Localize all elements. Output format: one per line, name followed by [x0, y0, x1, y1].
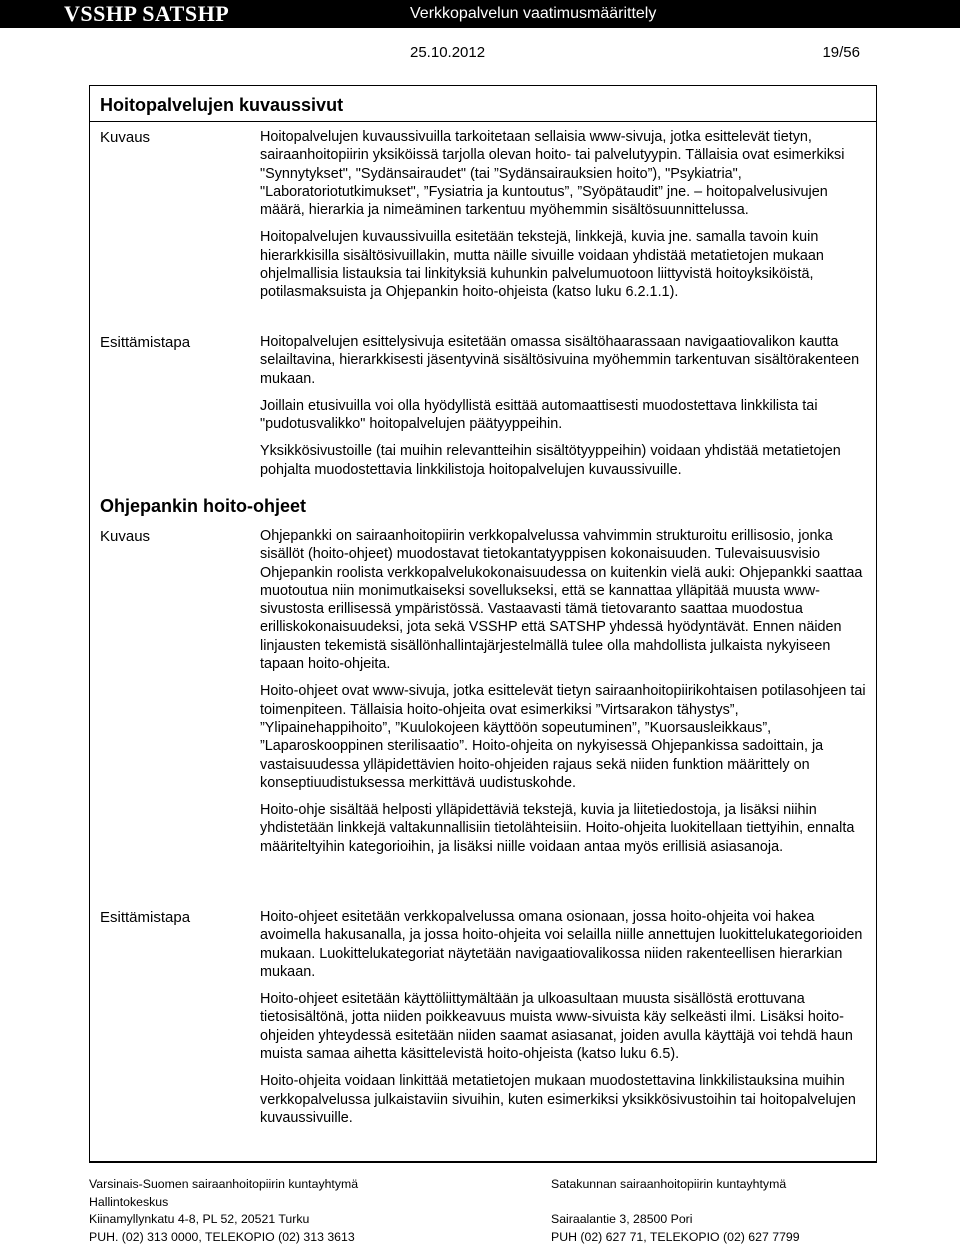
footer-rule — [89, 1162, 877, 1163]
section-heading-ohjepankki: Ohjepankin hoito-ohjeet — [100, 495, 306, 517]
paragraph: Hoitopalvelujen kuvaussivuilla esitetään tekstejä, linkkejä, kuvia jne. samalla tavoin kuin hierarkkisilla sisältösivuillakin, mutta näille sivuille voidaan yhdistää metatietojen mukaan ohjelmallisia listauksia tai linkityksiä kuhunkin palvelumuotoon liittyvistä hoitoyksiköistä, potilasmaksuista ja Ohjepankin hoito-ohjeista (katso luku 6.2.1.1). — [260, 228, 872, 301]
footer-address: Sairaalantie 3, 28500 Pori — [551, 1211, 800, 1229]
paragraph: Yksikkösivustoille (tai muihin relevantteihin sisältötyyppeihin) voidaan yhdistää metatietojen pohjalta muodostettavia linkkilistoja hoitopalvelujen kuvaussivuille. — [260, 442, 872, 479]
section-1-kuvaus — [260, 128, 872, 311]
section-2-esittamistapa — [260, 908, 872, 1136]
document-date: 25.10.2012 — [410, 44, 485, 61]
page-header — [0, 0, 960, 70]
paragraph: Hoito-ohjeet esitetään käyttöliittymältään ja ulkoasultaan muusta sisällöstä erottuvana tietosisältönä, jotta niiden poikkeavuus muista www-sivuista käy selkeästi ilmi. Lisäksi hoito-ohjeiden yhteydessä esitetään niiden saamat asiasanat, joiden avulla käyttäjä voi tehdä haun muista samaa aihetta käsittelevistä hoito-ohjeista (katso luku 6.5). — [260, 990, 872, 1063]
paragraph: Joillain etusivuilla voi olla hyödyllistä esittää automaattisesti muodostettava linkkilista tai "pudotusvalikko" hoitopalvelujen päätyyppeihin. — [260, 397, 872, 434]
footer-right — [551, 1176, 800, 1246]
label-esittamistapa: Esittämistapa — [100, 333, 190, 353]
footer-left — [89, 1176, 358, 1246]
paragraph: Hoitopalvelujen kuvaussivuilla tarkoitetaan sellaisia www-sivuja, jotka esittelevät tietyn, sairaanhoitopiirin yksiköissä tarjolla olevan hoito- tai palvelutyypin. Tällaisia ovat esimerkiksi "Synnytykset", "Sydänsairaudet" (tai ”Sydänsairauksien hoito”), "Psykiatria", "Laboratoriotutkimukset", ”Fysiatria ja kuntoutus”, ”Syöpätaudit” jne. – hoitopalvelusivujen määrä, hierarkia ja nimeäminen tarkentuu myöhemmin sisältösuunnittelussa. — [260, 128, 872, 219]
footer-org: Varsinais-Suomen sairaanhoitopiirin kuntayhtymä — [89, 1176, 358, 1194]
paragraph: Hoitopalvelujen esittelysivuja esitetään omassa sisältöhaarassaan navigaatiovalikon kautta selailtavina, hierarkkisesti jäsentyvinä sisältösivuina myöhemmin tarkentuvan sisältörakenteen mukaan. — [260, 333, 872, 388]
document-title: Verkkopalvelun vaatimusmäärittely — [410, 0, 656, 28]
paragraph: Hoito-ohje sisältää helposti ylläpidettäviä tekstejä, kuvia ja liitetiedostoja, ja lisäksi niihin yhdistetään linkkejä valtakunnallisiin tietolähteisiin. Hoito-ohjeita luokitellaan tiettyihin, ennalta määriteltyihin kategorioihin, ja lisäksi niille voidaan antaa myös erillisiä asiasanoja. — [260, 801, 872, 856]
footer-address: Kiinamyllynkatu 4-8, PL 52, 20521 Turku — [89, 1211, 358, 1229]
paragraph: Ohjepankki on sairaanhoitopiirin verkkopalvelussa vahvimmin strukturoitu erillisosio, jonka sisällöt (hoito-ohjeet) muodostavat tietokantatyyppisen kokonaisuuden. Tulevaisuusvisio Ohjepankin roolista verkkopalvelukokonaisuudessa on kuitenkin vielä auki: Ohjepankki saattaa muotoutua niin monimutkaiseksi sovellukseksi, että se kannattaa ylläpitää muusta www-sivustosta erillisessä ympäristössä. Vastaavasti tämä tietovaranto saattaa muodostua erilliskokonaisuudeksi, jota sekä VSSHP että SATSHP yhdessä hyödyntävät. Ennen näiden linjausten tekemistä sisällönhallintajärjestelmällä tulee olla mahdollista julkaista nykyiseen tapaan hoito-ohjeita. — [260, 527, 872, 673]
footer-unit: Hallintokeskus — [89, 1194, 358, 1212]
section-heading-hoitopalvelut: Hoitopalvelujen kuvaussivut — [100, 94, 343, 116]
footer-spacer — [551, 1194, 800, 1212]
footer-org: Satakunnan sairaanhoitopiirin kuntayhtymä — [551, 1176, 800, 1194]
header-org-short: VSSHP SATSHP — [64, 0, 229, 28]
footer-phone: PUH. (02) 313 0000, TELEKOPIO (02) 313 3613 — [89, 1229, 358, 1246]
label-kuvaus: Kuvaus — [100, 128, 150, 148]
footer-phone: PUH (02) 627 71, TELEKOPIO (02) 627 7799 — [551, 1229, 800, 1246]
page-number: 19/56 — [822, 44, 860, 61]
label-kuvaus: Kuvaus — [100, 527, 150, 547]
paragraph: Hoito-ohjeita voidaan linkittää metatietojen mukaan muodostettavina linkkilistauksina muihin verkkopalvelussa julkaistaviin sivuihin, kuten esimerkiksi yksikkösivustoihin tai hoitopalvelujen kuvaussivuille. — [260, 1072, 872, 1127]
paragraph: Hoito-ohjeet ovat www-sivuja, jotka esittelevät tietyn sairaanhoitopiirikohtaisen potilasohjeen tai toimenpiteen. Tällaisia hoito-ohjeita ovat esimerkiksi ”Virtsarakon tähystys”, ”Ylipainehappihoito”, ”Kuulokojeen käyttöön sopeutuminen”, ”Kuorsausleikkaus”, ”Laparoskooppinen sterilisaatio”. Hoito-ohjeita on nykyisessä Ohjepankissa sadoittain, ja vastaisuudessa ylläpidettävien hoito-ohjeiden rajaus sekä niiden funktion määrittely on konseptiuudistuksessa merkittävä uudistuskohde. — [260, 682, 872, 792]
paragraph: Hoito-ohjeet esitetään verkkopalvelussa omana osionaan, jossa hoito-ohjeita voi hakea avoimella hakusanalla, ja jossa hoito-ohjeita voi selailla niille annettujen luokittelukategorioiden mukaan. Luokittelukategoriat näytetään navigaatiovalikossa niiden rakenteellisen hierarkian mukaan. — [260, 908, 872, 981]
section-divider — [89, 121, 877, 122]
page-footer — [0, 1162, 960, 1241]
section-2-kuvaus — [260, 527, 872, 865]
label-esittamistapa: Esittämistapa — [100, 908, 190, 928]
section-1-esittamistapa — [260, 333, 872, 488]
